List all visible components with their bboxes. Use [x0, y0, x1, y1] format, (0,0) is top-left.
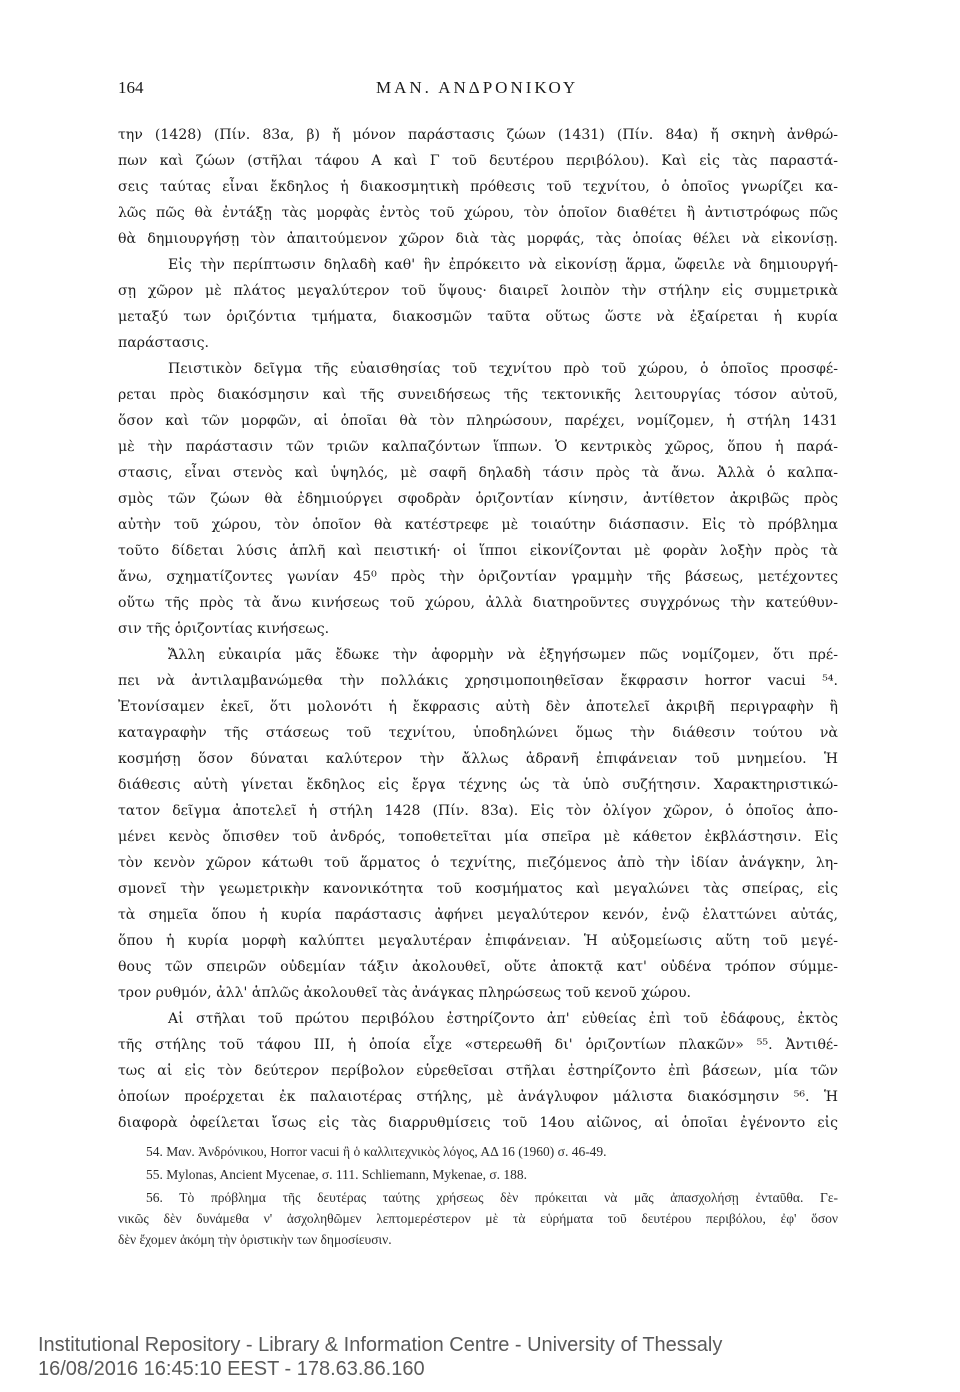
body-line: διάθεσις αὐτὴ γίνεται ἔκδηλος εἰς ἔργα τέχνης ὡς τὰ ὑπὸ συζήτησιν. Χαρακτηριστικώ- — [118, 777, 838, 793]
body-line: καταγραφὴν τῆς στάσεως τοῦ τεχνίτου, ὑποδηλώνει ὅμως τὴν διάθεσιν τούτου νὰ — [118, 725, 838, 741]
body-line: τὰ σημεῖα ὅπου ἡ κυρία παράστασις ἀφήνει μεγαλύτερον κενόν, ἐνῷ ἐλαττώνει αὐτάς, — [118, 907, 838, 923]
page-number: 164 — [118, 78, 144, 97]
body-line: τατον δεῖγμα ἀποτελεῖ ἡ στήλη 1428 (Πίν. 83α). Εἰς τὸν ὀλίγον χῶρον, ὁ ὁποῖος ἀπο- — [118, 803, 838, 819]
body-line: πων καὶ ζώων (στῆλαι τάφου Α καὶ Γ τοῦ δευτέρου περιβόλου). Καὶ εἰς τὰς παραστά- — [118, 153, 838, 169]
body-line: μένει κενὸς ὄπισθεν τοῦ ἀνδρός, τοποθετεῖται μία σπεῖρα μὲ κάθετον ἐκβλάστησιν. Εἰς — [118, 829, 838, 845]
body-line: ρεται πρὸς διακόσμησιν καὶ τῆς συνειδήσεως τῆς τεκτονικῆς λειτουργίας τόσον αὐτοῦ, — [118, 387, 838, 403]
body-line: σμονεῖ τὴν γεωμετρικὴν κανονικότητα τοῦ κοσμήματος καὶ μεγαλώνει τὰς σπείρας, εἰς — [118, 881, 838, 897]
body-line: την (1428) (Πίν. 83α, β) ἤ μόνον παράστασις ζώων (1431) (Πίν. 84α) ἤ σκηνὴ ἀνθρώ- — [118, 127, 838, 143]
footnote: νικῶς δὲν δυνάμεθα ν' ἀσχοληθῶμεν λεπτομερέστερον μὲ τὰ εὑρήματα τοῦ δευτέρου περιβόλου, ἐφ' ὅσον — [118, 1211, 838, 1226]
body-line: σῃ χῶρον μὲ πλάτος μεγαλύτερον τοῦ ὕψους· διαιρεῖ λοιπὸν τὴν στήλην εἰς συμμετρικὰ — [118, 283, 838, 299]
body-line: Εἰς τὴν περίπτωσιν δηλαδὴ καθ' ἣν ἐπρόκειτο νὰ εἰκονίσῃ ἅρμα, ὤφειλε νὰ δημιουργή- — [168, 257, 838, 273]
body-line: παράστασις. — [118, 335, 210, 351]
body-line: θὰ δημιουργήσῃ τὸν ἀπαιτούμενον χῶρον διὰ τὰς μορφάς, τὰς ὁποίας θέλει νὰ εἰκονίσῃ. — [118, 231, 838, 247]
footnote: 54. Μαν. Ἀνδρόνικου, Horror vacui ἢ ὁ καλλιτεχνικὸς λόγος, ΑΔ 16 (1960) σ. 46-49. — [146, 1144, 607, 1159]
body-line: Αἱ στῆλαι τοῦ πρώτου περιβόλου ἐστηρίζοντο ἀπ' εὐθείας ἐπὶ τοῦ ἐδάφους, ἐκτὸς — [168, 1011, 838, 1027]
body-line: θους τῶν σπειρῶν οὐδεμίαν τάξιν ἀκολουθεῖ, οὔτε ἀποκτᾷ κατ' οὐδένα τρόπον σύμμε- — [118, 959, 838, 975]
body-line: λῶς πῶς θὰ ἐντάξῃ τὰς μορφὰς ἐντὸς τοῦ χώρου, τὸν ὁποῖον διαθέτει ἢ ἀντιστρόφως πῶς — [118, 205, 838, 221]
body-line: τῆς στήλης τοῦ τάφου III, ἡ ὁποία εἶχε «στερεωθῆ δι' ὁριζοντίων πλακῶν» ⁵⁵. Ἀντιθέ- — [118, 1037, 838, 1053]
body-line: οὕτω τῆς πρὸς τὰ ἄνω κινήσεως τοῦ χώρου, ἀλλὰ διατηροῦντες συγχρόνως τὴν κατεύθυν- — [118, 595, 838, 611]
body-line: μεταξύ των ὁριζόντια τμήματα, διακοσμῶν ταῦτα οὕτως ὥστε νὰ ἐξαίρεται ἡ κυρία — [118, 309, 838, 325]
body-line: Ἄλλη εὐκαιρία μᾶς ἔδωκε τὴν ἀφορμὴν νὰ ἐξηγήσωμεν πῶς νομίζομεν, ὅτι πρέ- — [168, 647, 838, 663]
body-line: σιν τῆς ὁριζοντίας κινήσεως. — [118, 621, 330, 637]
body-line: στασις, εἶναι στενὸς καὶ ὑψηλός, μὲ σαφῆ δηλαδὴ τάσιν πρὸς τὰ ἄνω. Ἀλλὰ ὁ καλπα- — [118, 465, 838, 481]
body-line: σεις ταύτας εἶναι ἔκδηλος ἡ διακοσμητικὴ πρόθεσις τοῦ τεχνίτου, ὁ ὁποῖος γνωρίζει κα- — [118, 179, 838, 195]
body-line: πει νὰ ἀντιλαμβανώμεθα τὴν πολλάκις χρησιμοποιηθεῖσαν ἔκφρασιν horror vacui ⁵⁴. — [118, 673, 838, 689]
body-line: μὲ τὴν παράστασιν τῶν τριῶν καλπαζόντων ἵππων. Ὁ κεντρικὸς χῶρος, ὅπου ἡ παρά- — [118, 439, 838, 455]
body-line: τοῦτο δίδεται λύσις ἁπλῆ καὶ πειστική· οἱ ἵπποι εἰκονίζονται μὲ φορὰν λοξὴν πρὸς τὰ — [118, 543, 838, 559]
running-title: ΜΑΝ. ΑΝΔΡΟΝΙΚΟΥ — [376, 78, 579, 97]
body-line: σμὸς τῶν ζώων θὰ ἐδημιούργει σφοδρὰν ὁριζοντίαν κίνησιν, ἀντίθετον ἀκριβῶς πρὸς — [118, 491, 838, 507]
body-line: τρον ρυθμόν, ἀλλ' ἁπλῶς ἀκολουθεῖ τὰς ἀνάγκας πληρώσεως τοῦ κενοῦ χώρου. — [118, 985, 692, 1001]
footnote: 56. Τὸ πρόβλημα τῆς δευτέρας ταύτης χρήσεως δὲν πρόκειται νὰ μᾶς ἀπασχολήσῃ ἐνταῦθα. Γε- — [146, 1190, 838, 1205]
body-line: τως αἱ εἰς τὸν δεύτερον περίβολον εὑρεθεῖσαι στῆλαι ἐστηρίζοντο ἐπὶ βάσεων, μία τῶν — [118, 1063, 838, 1079]
repository-footer-line: Institutional Repository - Library & Information Centre - University of Thessaly — [38, 1334, 723, 1356]
body-line: αὐτὴν τοῦ χώρου, τὸν ὁποῖον θὰ κατέστρεφε μὲ τοιαύτην διάσπασιν. Εἰς τὸ πρόβλημα — [118, 517, 838, 533]
repository-footer-line: 16/08/2016 16:45:10 EEST - 178.63.86.160 — [38, 1358, 425, 1380]
body-line: Πειστικὸν δεῖγμα τῆς εὐαισθησίας τοῦ τεχνίτου πρὸ τοῦ χώρου, ὁ ὁποῖος προσφέ- — [168, 361, 838, 377]
body-line: ὅσον καὶ τῶν μορφῶν, αἱ ὁποῖαι θὰ τὸν πληρώσουν, παρέχει, νομίζομεν, ἡ στήλη 1431 — [118, 413, 838, 429]
body-line: ὅπου ἡ κυρία μορφὴ καλύπτει μεγαλυτέραν ἐπιφάνειαν. Ἡ αὐξομείωσις αὕτη τοῦ μεγέ- — [118, 933, 838, 949]
body-line: διαφορὰ ὀφείλεται ἴσως εἰς τὰς διαρρυθμίσεις τοῦ 14ου αἰῶνος, αἱ ὁποῖαι ἐγένοντο εἰς — [118, 1115, 838, 1131]
body-line: τὸν κενὸν χῶρον κάτωθι τοῦ ἅρματος ὁ τεχνίτης, πιεζόμενος ἀπὸ τὴν ἰδίαν ἀνάγκην, λη- — [118, 855, 838, 871]
footnote: δὲν ἔχομεν ἀκόμη τὴν ὁριστικὴν των δημοσίευσιν. — [118, 1232, 392, 1247]
body-line: κοσμήσῃ ὅσον δύναται καλύτερον τὴν ἄλλως ἀδρανῆ ἐπιφάνειαν τοῦ μνημείου. Ἡ — [118, 751, 838, 767]
body-line: Ἐτονίσαμεν ἐκεῖ, ὅτι μολονότι ἡ ἔκφρασις αὐτὴ δὲν ἀποτελεῖ ἀκριβῆ περιγραφὴν ἢ — [118, 699, 838, 715]
body-line: ἄνω, σχηματίζοντες γωνίαν 45⁰ πρὸς τὴν ὁριζοντίαν γραμμὴν τῆς βάσεως, μετέχοντες — [118, 569, 838, 585]
body-line: ὁποίων προέρχεται ἐκ παλαιοτέρας στήλης, μὲ ἀνάγλυφον μάλιστα διακόσμησιν ⁵⁶. Ἡ — [118, 1089, 838, 1105]
footnote: 55. Mylonas, Ancient Mycenae, σ. 111. Schliemann, Mykenae, σ. 188. — [146, 1167, 527, 1182]
